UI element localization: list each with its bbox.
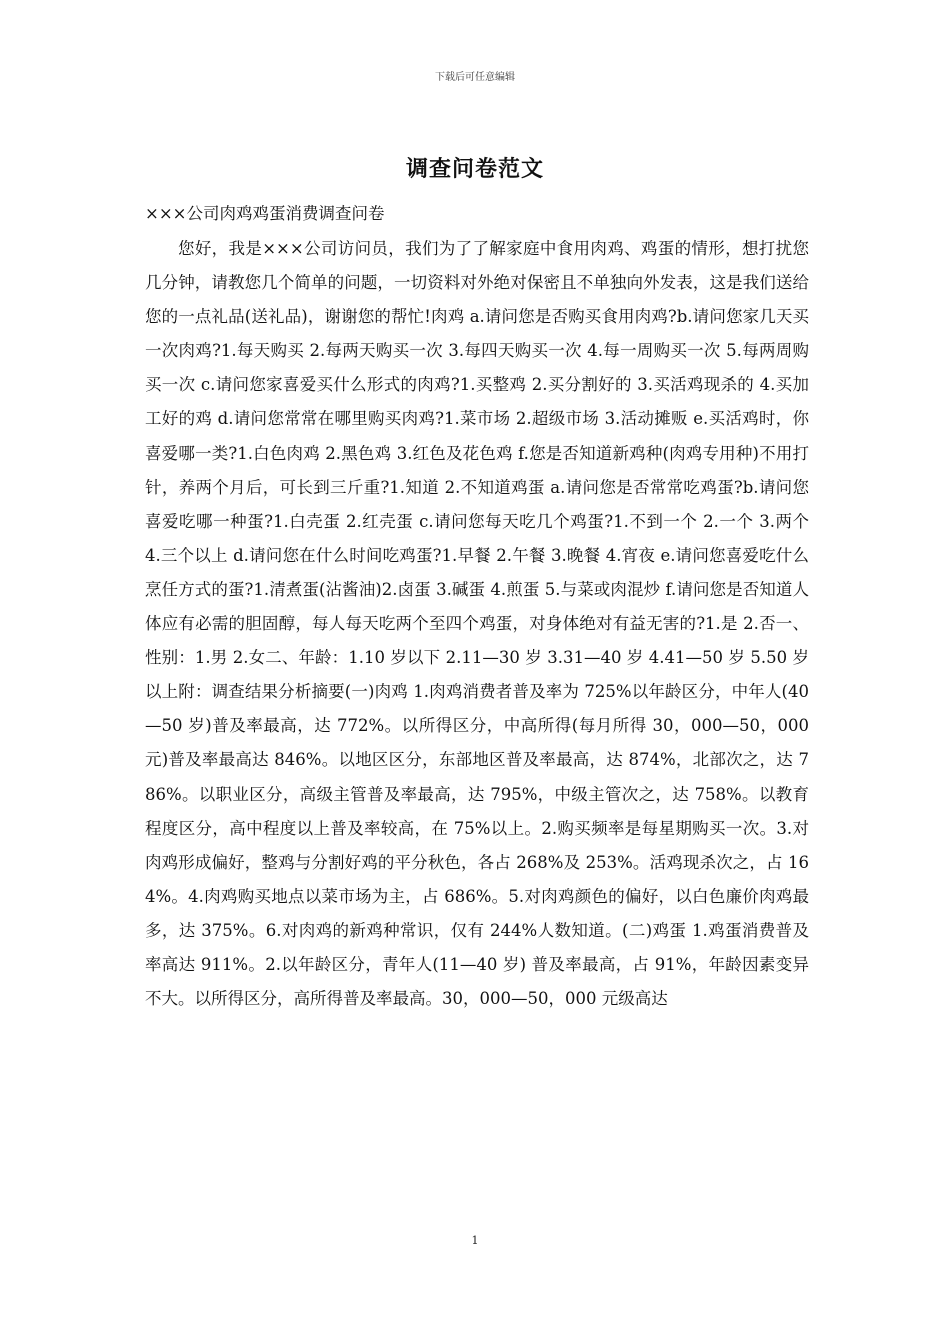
body-paragraph: 您好，我是×××公司访问员，我们为了了解家庭中食用肉鸡、鸡蛋的情形，想打扰您几分钟，请教您几个简单的问题，一切资料对外绝对保密且不单独向外发表，这是我们送给您的一点礼品(送礼品)，谢谢您的帮忙!肉鸡 a.请问您是否购买食用肉鸡?b.请问您家几天买一次肉鸡?1.每天购买 2.每两天购买一次 3.每四天购买一次 4.每一周购买一次 5.每两周购买一次 c.请问您家喜爱买什么形式的肉鸡?1.买整鸡 2.买分割好的 3.买活鸡现杀的 4.买加工好的鸡 d.请问您常常在哪里购买肉鸡?1.菜市场 2.超级市场 3.活动摊贩 e.买活鸡时，你喜爱哪一类?1.白色肉鸡 2.黑色鸡 3.红色及花色鸡 f.您是否知道新鸡种(肉鸡专用种)不用打针，养两个月后，可长到三斤重?1.知道 2.不知道鸡蛋 a.请问您是否常常吃鸡蛋?b.请问您喜爱吃哪一种蛋?1.白壳蛋 2.红壳蛋 c.请问您每天吃几个鸡蛋?1.不到一个 2.一个 3.两个 4.三个以上 d.请问您在什么时间吃鸡蛋?1.早餐 2.午餐 3.晚餐 4.宵夜 e.请问您喜爱吃什么烹任方式的蛋?1.清煮蛋(沾酱油)2.卤蛋 3.碱蛋 4.煎蛋 5.与菜或肉混炒 f.请问您是否知道人体应有必需的胆固醇，每人每天吃两个至四个鸡蛋，对身体绝对有益无害的?1.是 2.否一、性别：1.男 2.女二、年龄：1.10 岁以下 2.11—30 岁 3.31—40 岁 4.41—50 岁 5.50 岁以上附：调查结果分析摘要(一)肉鸡 1.肉鸡消费者普及率为 725%以年龄区分，中年人(40—50 岁)普及率最高，达 772%。以所得区分，中高所得(每月所得 30，000—50，000 元)普及率最高达 846%。以地区区分，东部地区普及率最高，达 874%，北部次之，达 786%。以职业区分，高级主管普及率最高，达 795%，中级主管次之，达 758%。以教育程度区分，高中程度以上普及率较高，在 75%以上。2.购买频率是每星期购买一次。3.对肉鸡形成偏好，整鸡与分割好鸡的平分秋色，各占 268%及 253%。活鸡现杀次之，占 164%。4.肉鸡购买地点以菜市场为主，占 686%。5.对肉鸡颜色的偏好，以白色廉价肉鸡最多，达 375%。6.对肉鸡的新鸡种常识，仅有 244%人数知道。(二)鸡蛋 1.鸡蛋消费普及率高达 911%。2.以年龄区分，青年人(11—40 岁) 普及率最高，占 91%，年龄因素变异不大。以所得区分，高所得普及率最高。30，000—50，000 元级高达 <box>145 239 809 1009</box>
page-title: 调查问卷范文 <box>405 156 544 182</box>
page-number: 1 <box>471 1234 479 1247</box>
document-subtitle: ×××公司肉鸡鸡蛋消费调查问卷 <box>145 204 385 223</box>
header-note: 下载后可任意编辑 <box>435 72 515 83</box>
